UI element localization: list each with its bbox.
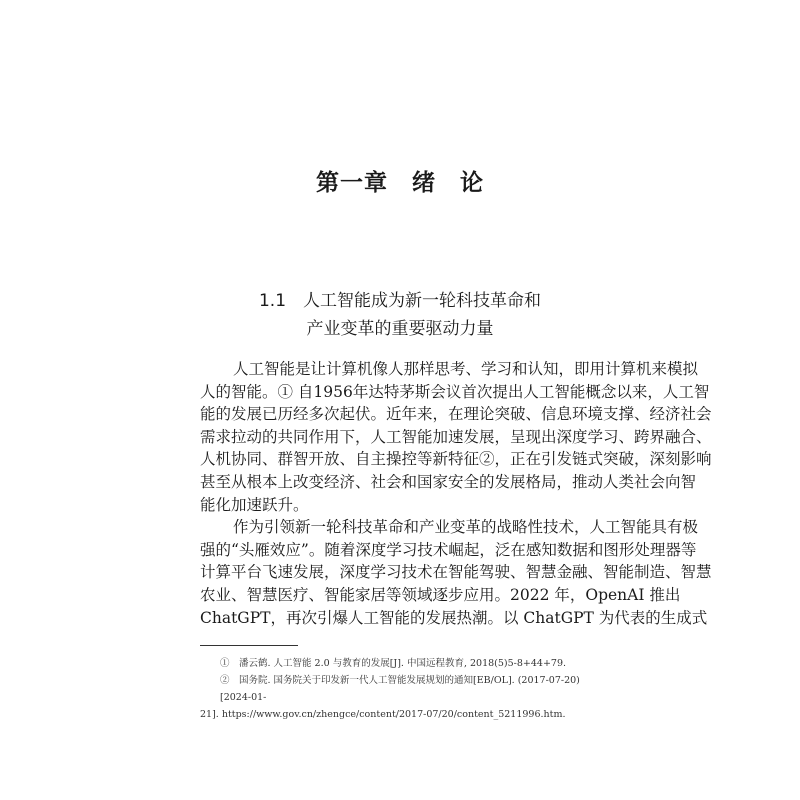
body-line: 能化加速跃升。 [200,495,309,514]
body-line: 计算平台飞速发展，深度学习技术在智能驾驶、智慧金融、智能制造、智慧 [200,563,712,582]
body-line: 人机协同、群智开放、自主操控等新特征②，正在引发链式突破，深刻影响 [200,450,712,469]
body-line: ChatGPT，再次引爆人工智能的发展热潮。以 ChatGPT 为代表的生成式 [200,608,708,627]
footnote-2-continued: 21]. https://www.gov.cn/zhengce/content/2017-07/20/content_5211996.htm. [200,709,566,720]
body-line: 作为引领新一轮科技革命和产业变革的战略性技术，人工智能具有极 [233,518,699,537]
body-text [200,358,712,629]
chapter-title: 第一章 绪 论 [316,169,484,196]
section-heading-line-1: 1.1 人工智能成为新一轮科技革命和 [258,291,542,311]
body-line: 强的“头雁效应”。随着深度学习技术崛起，泛在感知数据和图形处理器等 [200,540,697,559]
body-line: 农业、智慧医疗、智能家居等领域逐步应用。2022 年，OpenAI 推出 [200,585,681,604]
footnote-2: ② 国务院. 国务院关于印发新一代人工智能发展规划的通知[EB/OL]. (2017-07-20)[2024-01- [220,675,580,703]
body-line: 人工智能是让计算机像人那样思考、学习和认知，即用计算机来模拟 [233,360,699,378]
body-line: 能的发展已历经多次起伏。近年来，在理论突破、信息环境支撑、经济社会 [200,405,712,424]
body-line: 需求拉动的共同作用下，人工智能加速发展，呈现出深度学习、跨界融合、 [200,427,712,446]
footnote-1: ① 潘云鹤. 人工智能 2.0 与教育的发展[J]. 中国远程教育, 2018(5)5-8+44+79. [220,658,567,669]
section-heading-line-2: 产业变革的重要驱动力量 [306,319,494,339]
footnote-divider [200,645,298,646]
body-line: 甚至从根本上改变经济、社会和国家安全的发展格局，推动人类社会向智 [200,472,697,491]
body-line: 人的智能。① 自1956年达特茅斯会议首次提出人工智能概念以来，人工智 [200,382,710,401]
footnotes [200,655,600,723]
